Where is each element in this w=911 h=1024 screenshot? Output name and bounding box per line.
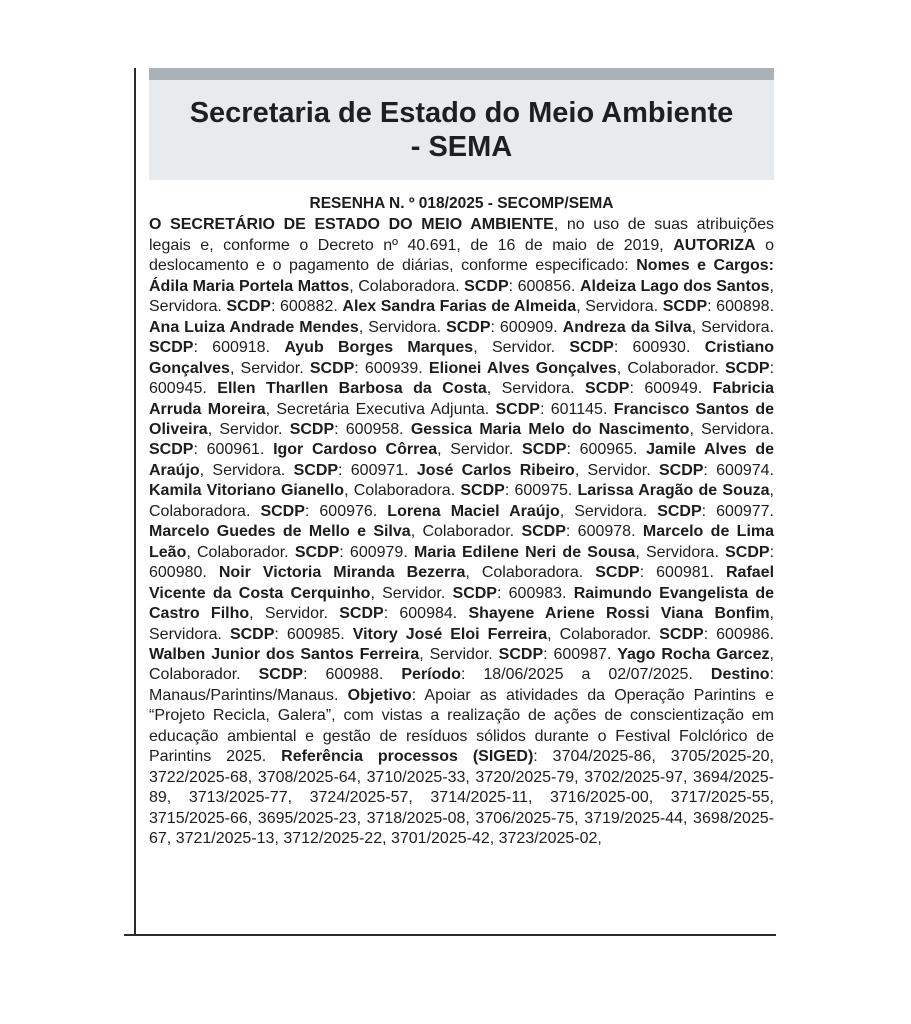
bold-segment: Aldeiza Lago dos Santos: [579, 277, 770, 295]
bold-segment: SCDP: [289, 420, 335, 438]
text-segment: : 600856.: [508, 277, 580, 295]
bold-segment: SCDP: [657, 502, 702, 520]
text-segment: : Manaus/Parintins/Manaus.: [149, 666, 775, 704]
bold-segment: O SECRETÁRIO DE ESTADO DO MEIO AMBIENTE: [149, 216, 554, 234]
text-segment: , Servidora.: [358, 318, 447, 336]
text-segment: : 600918.: [193, 339, 285, 357]
bold-segment: SCDP: [662, 298, 708, 316]
text-segment: : 600898.: [707, 298, 775, 316]
header-accent-bar: [149, 68, 774, 80]
text-segment: : 600987.: [543, 645, 618, 663]
text-segment: : 600981.: [639, 564, 726, 582]
bold-segment: Larissa Aragão de Souza: [577, 482, 770, 500]
left-column-rule: [134, 68, 136, 936]
bold-segment: Nomes e Cargos: Ádila Maria Portela Mattos: [149, 257, 775, 295]
text-segment: : 600977.: [701, 502, 774, 520]
text-segment: , Servidora.: [559, 502, 658, 520]
text-segment: : 3704/2025-86, 3705/2025-20, 3722/2025-68, 3708/2025-64, 3710/2025-33, 3720/2025-79, 3702/2025-97, 3694/2025-89, 3713/2025-77, 3724/2025-57, 3714/2025-11, 3716/2025-00, 3717/2025-55, 3715/2025-66, 3695/2025-23, 3718/2025-08, 3706/2025-75, 3719/2025-44, 3698/2025-67, 3721/2025-13, 3712/2025-22, 3701/2025-42, 3723/2025-02,: [149, 748, 774, 848]
text-segment: : 600974.: [703, 461, 774, 479]
bold-segment: Andreza da Silva: [562, 318, 692, 336]
text-segment: , Servidor.: [473, 339, 570, 357]
bold-segment: SCDP: [521, 523, 566, 541]
bold-segment: Walben Junior dos Santos Ferreira: [149, 645, 420, 663]
bold-segment: Ayub Borges Marques: [284, 339, 474, 357]
text-segment: , Colaborador.: [149, 645, 774, 684]
text-segment: : 600930.: [613, 339, 705, 357]
text-segment: , Servidora.: [486, 380, 586, 398]
bold-segment: SCDP: [309, 359, 355, 377]
resenha-section: [149, 194, 774, 850]
bold-segment: Referência processos (SIGED): [281, 748, 534, 766]
resenha-title: RESENHA N. º 018/2025 - SECOMP/SEMA: [309, 195, 614, 212]
bold-segment: SCDP: [260, 502, 305, 520]
text-segment: : 601145.: [539, 400, 614, 418]
text-segment: : 600985.: [274, 625, 353, 643]
text-segment: : 600984.: [383, 605, 469, 623]
bold-segment: SCDP: [659, 625, 704, 643]
text-segment: , Servidor.: [229, 359, 310, 377]
title-line-1: Secretaria de Estado do Meio Ambiente: [189, 97, 734, 129]
bold-segment: SCDP: [149, 441, 194, 459]
bold-segment: Gessica Maria Melo do Nascimento: [410, 420, 690, 438]
text-segment: , Servidora.: [199, 461, 294, 479]
text-segment: , Servidora.: [635, 543, 726, 561]
resenha-body: [149, 215, 774, 849]
bold-segment: SCDP: [293, 461, 339, 479]
bold-segment: SCDP: [149, 339, 194, 357]
page-header: [149, 80, 774, 180]
bold-segment: Francisco Santos de Oliveira: [149, 400, 774, 438]
text-segment: : 600909.: [490, 318, 563, 336]
bold-segment: Cristiano Gonçalves: [149, 339, 775, 377]
text-segment: , Colaboradora.: [465, 564, 596, 582]
page-title: [190, 96, 734, 164]
bold-segment: Maria Edilene Neri de Sousa: [413, 543, 636, 561]
bold-segment: SCDP: [258, 666, 304, 684]
text-segment: : 600939.: [354, 359, 429, 377]
text-segment: : 600978.: [565, 523, 643, 541]
text-segment: , Colaborador.: [616, 359, 726, 377]
bold-segment: SCDP: [498, 645, 544, 663]
bottom-rule: [124, 934, 776, 936]
text-segment: : 600965.: [566, 441, 647, 459]
text-segment: , Colaboradora.: [149, 482, 774, 520]
bold-segment: SCDP: [226, 298, 271, 316]
text-segment: : 600983.: [496, 584, 574, 602]
text-segment: : 600961.: [193, 441, 274, 459]
bold-segment: SCDP: [460, 482, 505, 500]
text-segment: , Servidora.: [576, 298, 663, 316]
text-segment: , Servidor.: [574, 461, 659, 479]
text-segment: , Servidor.: [370, 584, 453, 602]
bold-segment: SCDP: [725, 543, 770, 561]
bold-segment: SCDP: [294, 543, 340, 561]
bold-segment: Destino: [710, 666, 770, 684]
text-segment: , Servidor.: [419, 645, 499, 663]
bold-segment: SCDP: [495, 400, 540, 418]
text-segment: , Colaboradora.: [344, 482, 461, 500]
text-segment: , Servidora.: [149, 605, 774, 643]
bold-segment: SCDP: [464, 277, 509, 295]
bold-segment: SCDP: [569, 339, 614, 357]
bold-segment: SCDP: [585, 380, 630, 398]
text-segment: , Servidor.: [249, 605, 340, 623]
text-segment: : 18/06/2025 a 02/07/2025.: [460, 666, 711, 684]
text-segment: : 600979.: [339, 543, 414, 561]
bold-segment: Igor Cardoso Côrrea: [273, 441, 438, 459]
bold-segment: Ellen Tharllen Barbosa da Costa: [217, 380, 487, 398]
text-segment: : 600882.: [270, 298, 343, 316]
bold-segment: Marcelo Guedes de Mello e Silva: [149, 523, 411, 541]
bold-segment: AUTORIZA: [673, 236, 756, 254]
text-segment: , Servidora.: [149, 277, 774, 316]
bold-segment: SCDP: [452, 584, 497, 602]
bold-segment: SCDP: [446, 318, 491, 336]
text-segment: : 600971.: [338, 461, 417, 479]
bold-segment: SCDP: [229, 625, 275, 643]
text-segment: , Servidora.: [689, 420, 775, 438]
bold-segment: Vitory José Eloi Ferreira: [352, 625, 548, 643]
bold-segment: Shayene Ariene Rossi Viana Bonfim: [468, 605, 770, 623]
text-segment: : 600975.: [504, 482, 578, 500]
text-segment: , Servidor.: [437, 441, 523, 459]
bold-segment: Marcelo de Lima Leão: [149, 523, 775, 561]
text-segment: : 600988.: [303, 666, 402, 684]
bold-segment: Rafael Vicente da Costa Cerquinho: [149, 564, 775, 602]
bold-segment: Noir Victoria Miranda Bezerra: [218, 564, 466, 582]
text-segment: : 600949.: [629, 380, 713, 398]
bold-segment: SCDP: [339, 605, 384, 623]
bold-segment: Período: [401, 666, 461, 684]
text-segment: : 600986.: [703, 625, 774, 643]
bold-segment: Fabricia Arruda Moreira: [149, 380, 775, 418]
bold-segment: SCDP: [658, 461, 704, 479]
bold-segment: Raimundo Evangelista de Castro Filho: [149, 584, 775, 623]
text-segment: , Secretária Executiva Adjunta.: [265, 400, 496, 418]
bold-segment: José Carlos Ribeiro: [416, 461, 575, 479]
bold-segment: Lorena Maciel Araújo: [387, 502, 560, 520]
bold-segment: SCDP: [725, 359, 770, 377]
bold-segment: Yago Rocha Garcez: [617, 645, 770, 663]
text-segment: : 600958.: [334, 420, 411, 438]
bold-segment: Alex Sandra Farias de Almeida: [342, 298, 577, 316]
bold-segment: SCDP: [595, 564, 640, 582]
bold-segment: Elionei Alves Gonçalves: [428, 359, 617, 377]
text-segment: , Servidor.: [207, 420, 290, 438]
bold-segment: Objetivo: [347, 686, 412, 704]
text-segment: : 600945.: [149, 359, 775, 398]
text-segment: : 600976.: [304, 502, 388, 520]
text-segment: , Servidora.: [691, 318, 775, 336]
bold-segment: Jamile Alves de Araújo: [149, 441, 774, 479]
text-segment: , no uso de suas atribuições legais e, conforme o Decreto nº 40.691, de 16 de maio de 2019,: [149, 216, 775, 254]
text-segment: : 600980.: [149, 543, 775, 582]
text-segment: , Colaboradora.: [349, 277, 465, 295]
text-segment: o deslocamento e o pagamento de diárias, conforme especificado:: [149, 236, 775, 275]
text-segment: , Colaborador.: [547, 625, 660, 643]
bold-segment: Kamila Vitoriano Gianello: [149, 482, 345, 500]
text-segment: , Colaborador.: [186, 543, 295, 561]
title-line-2: - SEMA: [410, 131, 513, 163]
bold-segment: SCDP: [522, 441, 567, 459]
text-segment: , Colaborador.: [410, 523, 522, 541]
text-segment: : Apoiar as atividades da Operação Parintins e “Projeto Recicla, Galera”, com vistas a realização de ações de conscientização em educação ambiental e gestão de resíduos sólidos durante o Festival Folclórico de Parintins 2025.: [149, 686, 775, 766]
bold-segment: Ana Luiza Andrade Mendes: [149, 318, 359, 336]
